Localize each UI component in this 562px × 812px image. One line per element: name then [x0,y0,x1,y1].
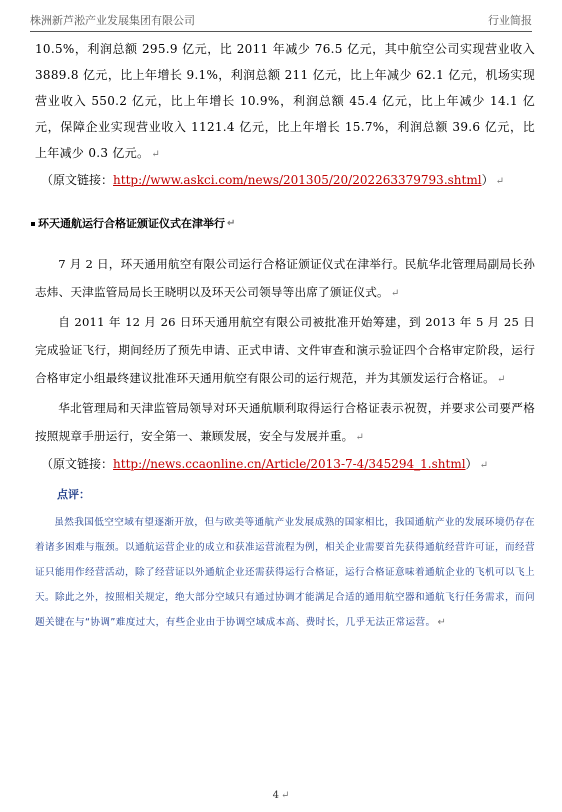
bullet-icon [31,222,35,226]
header-section: 行业简报 [488,13,532,27]
article1-source: （原文链接：http://www.askci.com/news/201305/20/202263379793.shtml） ↵ [41,173,504,187]
paragraph-mark-icon: ↵ [390,288,400,299]
paragraph-mark-icon: ↵ [227,218,236,229]
page-number: 4 ↵ [272,790,290,801]
header-company: 株洲新芦淞产业发展集团有限公司 [30,13,195,27]
article2-paragraph-1: 7 月 2 日，环天通用航空有限公司运行合格证颁证仪式在津举行。民航华北管理局副局长孙志炜、天津监管局局长王晓明以及环天公司领导等出席了颁证仪式。 ↵ [35,257,535,299]
comment-title: 点评： [57,488,90,501]
document-body [35,36,535,635]
paragraph-mark-icon: ↵ [355,432,365,443]
article1-source-link[interactable]: http://www.askci.com/news/201305/20/202263379793.shtml [113,173,482,187]
comment-text: 虽然我国低空空域有望逐渐开放，但与欧美等通航产业发展成熟的国家相比，我国通航产业的发展环境仍存在着诸多困难与瓶颈。以通航运营企业的成立和获准运营流程为例，相关企业需要首先获得通航经营许可证，而经营证只能用作经营活动，除了经营证以外通航企业还需获得运行合格证，运行合格证意味着通航企业的飞机可以飞上天。除此之外，按照相关规定，绝大部分空域只有通过协调才能满足合适的通用航空器和通航飞行任务需求，而问题关键在与“协调”难度过大，有些企业由于协调空域成本高、费时长，几乎无法正常运营。 ↵ [35,517,535,628]
article2-source: （原文链接：http://news.ccaonline.cn/Article/2013-7-4/345294_1.shtml） ↵ [41,457,488,471]
article1-paragraph: 10.5%，利润总额 295.9 亿元，比 2011 年减少 76.5 亿元，其中航空公司实现营业收入 3889.8 亿元，比上年增长 9.1%，利润总额 211 亿元，比上年减少 62.1 亿元，机场实现营业收入 550.2 亿元，比上年增长 10.9%，利润总额 45.4 亿元，比上年减少 14.1 亿元，保障企业实现营业收入 1121.4 亿元，比上年增长 15.7%，利润总额 39.6 亿元，比上年减少 0.3 亿元。 ↵ [35,42,535,160]
paragraph-mark-icon: ↵ [151,149,161,160]
paragraph-mark-icon: ↵ [496,374,506,385]
article2-source-link[interactable]: http://news.ccaonline.cn/Article/2013-7-4/345294_1.shtml [113,457,466,471]
paragraph-mark-icon: ↵ [479,460,488,471]
paragraph-mark-icon: ↵ [280,790,290,801]
article2-title: 环天通航运行合格证颁证仪式在津举行 ↵ [35,214,535,234]
page-header [30,8,532,32]
paragraph-mark-icon: ↵ [495,176,504,187]
article2-paragraph-3: 华北管理局和天津监管局领导对环天通航顺利取得运行合格证表示祝贺，并要求公司要严格按照规章手册运行，安全第一、兼顾发展，安全与发展并重。 ↵ [35,401,535,443]
article2-paragraph-2: 自 2011 年 12 月 26 日环天通用航空有限公司被批准开始筹建，到 2013 年 5 月 25 日完成验证飞行，期间经历了预先申请、正式申请、文件审查和演示验证四个合格审定阶段，运行合格审定小组最终建议批准环天通用航空有限公司的运行规范，并为其颁发运行合格证。 ↵ [35,315,535,385]
paragraph-mark-icon: ↵ [437,617,447,628]
